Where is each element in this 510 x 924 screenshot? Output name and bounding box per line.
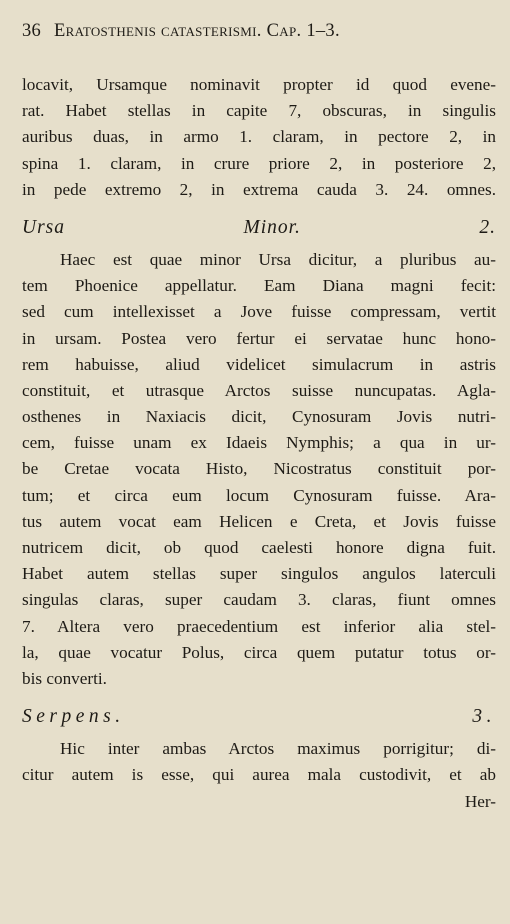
paragraph-serpens [22, 736, 496, 815]
text-line: Haec est quae minor Ursa dicitur, a pluribus au- [60, 249, 496, 269]
text-line: la, quae vocatur Polus, circa quem putatur totus or- [22, 642, 496, 662]
running-head [22, 16, 496, 46]
text-line: auribus duas, in armo 1. claram, in pectore 2, in [22, 127, 496, 147]
text-line: tem Phoenice appellatur. Eam Diana magni fecit: [22, 276, 496, 296]
text-line: cem, fuisse unam ex Idaeis Nymphis; a qua in ur- [22, 433, 496, 453]
text-line: sed cum intellexisset a Jove fuisse compressam, vertit [22, 302, 496, 322]
text-line: osthenes in Naxiacis dicit, Cynosuram Jovis nutri- [22, 407, 496, 427]
text-line: tum; et circa eum locum Cynosuram fuisse. Ara- [22, 485, 496, 505]
text-line: rem habuisse, aliud videlicet simulacrum in astris [22, 354, 496, 374]
section-title-serpens: Serpens. 3. [22, 706, 496, 728]
paragraph-ursa-major-end [22, 72, 496, 203]
text-line: 7. Altera vero praecedentium est inferior alia stel- [22, 616, 496, 636]
section-title-ursa-minor: Ursa Minor. 2. [22, 216, 496, 238]
text-line: rat. Habet stellas in capite 7, obscuras, in singulis [22, 101, 496, 121]
text-line: be Cretae vocata Histo, Nicostratus constituit por- [22, 459, 496, 479]
page-number: 36 [22, 21, 42, 41]
text-line: citur autem is esse, qui aurea mala custodivit, et ab [22, 765, 496, 785]
text-line: in ursam. Postea vero fertur ei servatae hunc hono- [22, 328, 496, 348]
text-line: spina 1. claram, in crure priore 2, in posteriore 2, [22, 153, 496, 173]
text-line: nutricem dicit, ob quod caelesti honore digna fuit. [22, 538, 496, 557]
text-line: locavit, Ursamque nominavit propter id quod evene- [22, 75, 496, 94]
text-line: Habet autem stellas super singulos angulos laterculi [22, 564, 496, 584]
text-line: bis converti. [22, 668, 107, 688]
text-line: Hic inter ambas Arctos maximus porrigitur; di- [60, 739, 496, 759]
text-line: singulas claras, super caudam 3. claras, fiunt omnes [22, 590, 496, 610]
running-title: Eratosthenis catasterismi. Cap. 1–3. [54, 21, 340, 41]
catchword: Her- [464, 791, 496, 811]
paragraph-ursa-minor [22, 247, 496, 692]
text-line: in pede extremo 2, in extrema cauda 3. 24. omnes. [22, 179, 496, 199]
body-text [22, 72, 496, 815]
text-line: tus autem vocat eam Helicen e Creta, et Jovis fuisse [22, 511, 496, 531]
text-line: constituit, et utrasque Arctos suisse nuncupatas. Agla- [22, 380, 496, 400]
